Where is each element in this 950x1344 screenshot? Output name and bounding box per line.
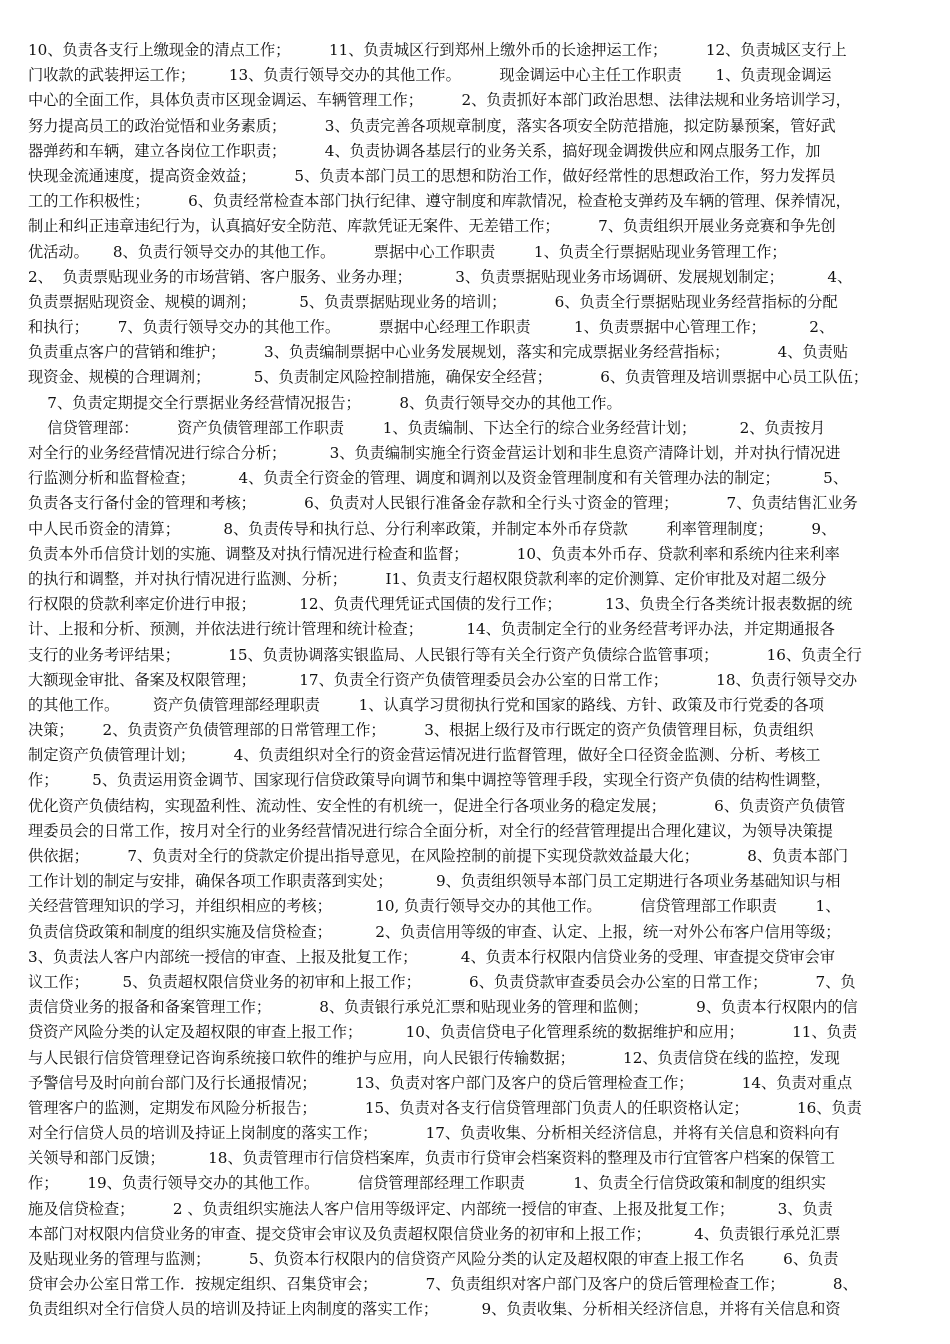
text-line: 中人民币资金的清算； 8、负责传导和执行总、分行利率政策，并制定本外币存贷款 利率管理制度； 9、 [28,519,837,538]
text-line: 工的工作积极性； 6、负责经常检查本部门执行纪律、遵守制度和库款情况，检查枪支弹药及车辆的管理、保养情况， [28,192,851,211]
text-line: 对全行的业务经营情况进行综合分析； 3、负责编制实施全行资金营运计划和非生息资产清降计划，并对执行情况进 [28,444,841,462]
text-line: 信贷管理部： 资产负债管理部工作职责 1、负责编制、下达全行的综合业务经营计划； 2、负责按月 [28,418,826,437]
text-line: 器弹药和车辆，建立各岗位工作职责； 4、负责协调各基层行的业务关系，搞好现金调拨供应和网点服务工作，加 [28,141,821,160]
text-line: 制定资产负债管理计划； 4、负责组织对全行的资金营运情况进行监督管理，做好全口径资金监测、分析、考核工 [28,746,821,765]
text-line: 行监测分析和监督检查； 4、负责全行资金的管理、调度和调剂以及资金管理制度和有关管理办法的制定； 5、 [28,469,849,488]
text-line: 负责本外币信贷计划的实施、调整及对执行情况进行检查和监督； 10、负责本外币存、贷款利率和系统内往来利率 [28,544,840,563]
text-line: 对全行信贷人员的培训及持证上岗制度的落实工作； 17、负责收集、分析相关经济信息，并将有关信息和资料向有 [28,1124,840,1143]
text-line: 本部门对权限内信贷业务的审查、提交贷审会审议及负责超权限信贷业务的初审和上报工作； 4、负责银行承兑汇票 [28,1224,841,1243]
text-line: 作； 19、负责行领导交办的其他工作。 信贷管理部经理工作职责 1、负责全行信贷政策和制度的组织实 [28,1174,826,1193]
text-line: 关领导和部门反馈； 18、负责管理市行信贷档案库，负责市行贷审会档案资料的整理及市行宜管客户档案的保管工 [28,1149,835,1168]
text-line: 快现金流通速度，提高资金效益； 5、负责本部门员工的思想和防治工作，做好经常性的思想政治工作，努力发挥员 [28,166,836,185]
text-line: 负责重点客户的营销和维护； 3、负责编制票据中心业务发展规划，落实和完成票据业务经营指标； 4、负责贴 [28,343,849,362]
text-line: 中心的全面工作，具体负责市区现金调运、车辆管理工作； 2、负责抓好本部门政治思想、法律法规和业务培训学习， [28,91,851,110]
text-line: 及贴现业务的管理与监测； 5、负资本行权限内的信贷资产风险分类的认定及超权限的审查上报工作名 6、负责 [28,1250,839,1268]
text-line: 7、负责定期提交全行票据业务经营情况报告； 8、负责行领导交办的其他工作。 [28,393,622,412]
text-line: 2、 负责票贴现业务的市场营销、客户服务、业务办理； 3、负责票据贴现业务市场调研、发展规划制定； 4、 [28,267,853,286]
text-line: 优活动。 8、负责行领导交办的其他工作。 票据中心工作职责 1、负责全行票据贴现业务管理工作； [28,242,787,261]
text-line: 决策； 2、负责资产负债管理部的日常管理工作； 3、根据上级行及市行既定的资产负债管理目标，负责组织 [28,721,814,740]
text-line: 努力提高员工的政治觉悟和业务素质； 3、负责完善各项规章制度，落实各项安全防范措施，拟定防暴预案，管好武 [28,116,836,135]
text-line: 的执行和调整，并对执行情况进行监测、分析； I1、负责支行超权限贷款利率的定价测算、定价审批及对超二级分 [28,569,827,588]
text-line: 的其他工作。 资产负债管理部经理职责 1、认真学习贯彻执行党和国家的路线、方针、政策及市行党委的各项 [28,695,824,714]
text-line: 负责票据贴现资金、规模的调剂； 5、负责票据贴现业务的培训； 6、负责全行票据贴现业务经营指标的分配 [28,292,838,311]
text-line: 施及信贷检查； 2 、负责组织实施法人客户信用等级评定、内部统一授信的审查、上报及批复工作； 3、负责 [28,1199,833,1218]
text-line: 3、负责法人客户内部统一授信的审查、上报及批复工作； 4、负责本行权限内信贷业务的受理、审查提交贷审会审 [28,947,835,966]
text-line: 议工作； 5、负责超权限信贷业务的初审和上报工作； 6、负责贷款审查委员会办公室的日常工作； 7、负 [28,972,856,991]
text-line: 供依据； 7、负责对全行的贷款定价提出指导意见，在风险控制的前提下实现贷款效益最大化； 8、负责本部门 [28,847,849,865]
text-line: 管理客户的监测，定期发布风险分析报告； 15、负责对各支行信贷管理部门负责人的任职资格认定； 16、负责 [28,1098,862,1117]
text-line: 责信贷业务的报备和备案管理工作； 8、负责银行承兑汇票和贴现业务的管理和监侧； 9、负责本行权限内的信 [28,998,858,1017]
text-line: 门收款的武装押运工作； 13、负责行领导交办的其他工作。 现金调运中心主任工作职责 1、负责现金调运 [28,66,832,85]
text-line: 优化资产负债结构，实现盈利性、流动性、安全性的有机统一，促进全行各项业务的稳定发展； 6、负责资产负债管 [28,796,846,815]
text-line: 大额现金审批、备案及权限管理； 17、负责全行资产负债管理委员会办公室的日常工作； 18、负责行领导交办 [28,670,858,689]
text-line: 关经营管理知识的学习，并组织相应的考核； 10, 负责行领导交办的其他工作。 信贷管理部工作职责 1、 [28,897,841,916]
text-line: 10、负责各支行上缴现金的清点工作； 11、负责城区行到郑州上缴外币的长途押运工作； 12、负责城区支行上 [28,41,847,59]
text-line: 负责信贷政策和制度的组织实施及信贷检查； 2、负责信用等级的审查、认定、上报，统一对外公布客户信用等级； [28,922,841,941]
text-line: 与人民银行信贷管理登记咨询系统接口软件的维护与应用，向人民银行传输数据； 12、负责信贷在线的监控，发现 [28,1048,840,1067]
text-line: 负责各支行备付金的管理和考核； 6、负责对人民银行准备金存款和全行头寸资金的管理； 7、负责结售汇业务 [28,494,858,513]
text-line: 计、上报和分析、预测，并依法进行统计管理和统计检查； 14、负责制定全行的业务经营考评办法，并定期通报各 [28,620,835,639]
text-line: 工作计划的制定与安排，确保各项工作职责落到实处； 9、负责组织领导本部门员工定期进行各项业务基础知识与相 [28,872,841,891]
text-line: 理委员会的日常工作，按月对全行的业务经营情况进行综合全面分析，对全行的经营管理提出合理化建议，为领导决策提 [28,821,833,840]
text-line: 行权限的贷款利率定价进行申报； 12、负责代理凭证式国债的发行工作； 13、负贵全行各类统计报表数据的统 [28,595,853,614]
text-line: 制止和纠正违章违纪行为，认真搞好安全防范、库款凭证无案件、无差错工作； 7、负责组织开展业务竞赛和争先创 [28,217,836,236]
text-line: 支行的业务考评结果； 15、负责协调落实银监局、人民银行等有关全行资产负债综合监管事项； 16、负责全行 [28,645,862,664]
text-line: 贷审会办公室日常工作．按规定组织、召集贷审会； 7、负责组织对客户部门及客户的贷后管理检查工作； 8、 [28,1275,858,1294]
text-line: 和执行； 7、负责行领导交办的其他工作。 票据中心经理工作职责 1、负责票据中心管理工作； 2、 [28,318,835,337]
text-line: 贷资产风险分类的认定及超权限的审查上报工作； 10、负责信贷电子化管理系统的数据维护和应用； 11、负责 [28,1023,858,1042]
text-line: 负责组织对全行信贷人员的培训及持证上肉制度的落实工作； 9、负责收集、分析相关经济信息，并将有关信息和资 [28,1300,841,1319]
document-body [28,38,928,1323]
text-line: 作； 5、负责运用资金调节、国家现行信贷政策导向调节和集中调控等管理手段，实现全行资产负债的结构性调整， [28,771,831,790]
text-line: 现资金、规模的合理调剂； 5、负责制定风险控制措施，确保安全经营； 6、负责管理及培训票据中心员工队伍； [28,368,869,387]
text-line: 予警信号及时向前台部门及行长通报情况； 13、负责对客户部门及客户的贷后管理检查工作； 14、负责对重点 [28,1073,853,1092]
